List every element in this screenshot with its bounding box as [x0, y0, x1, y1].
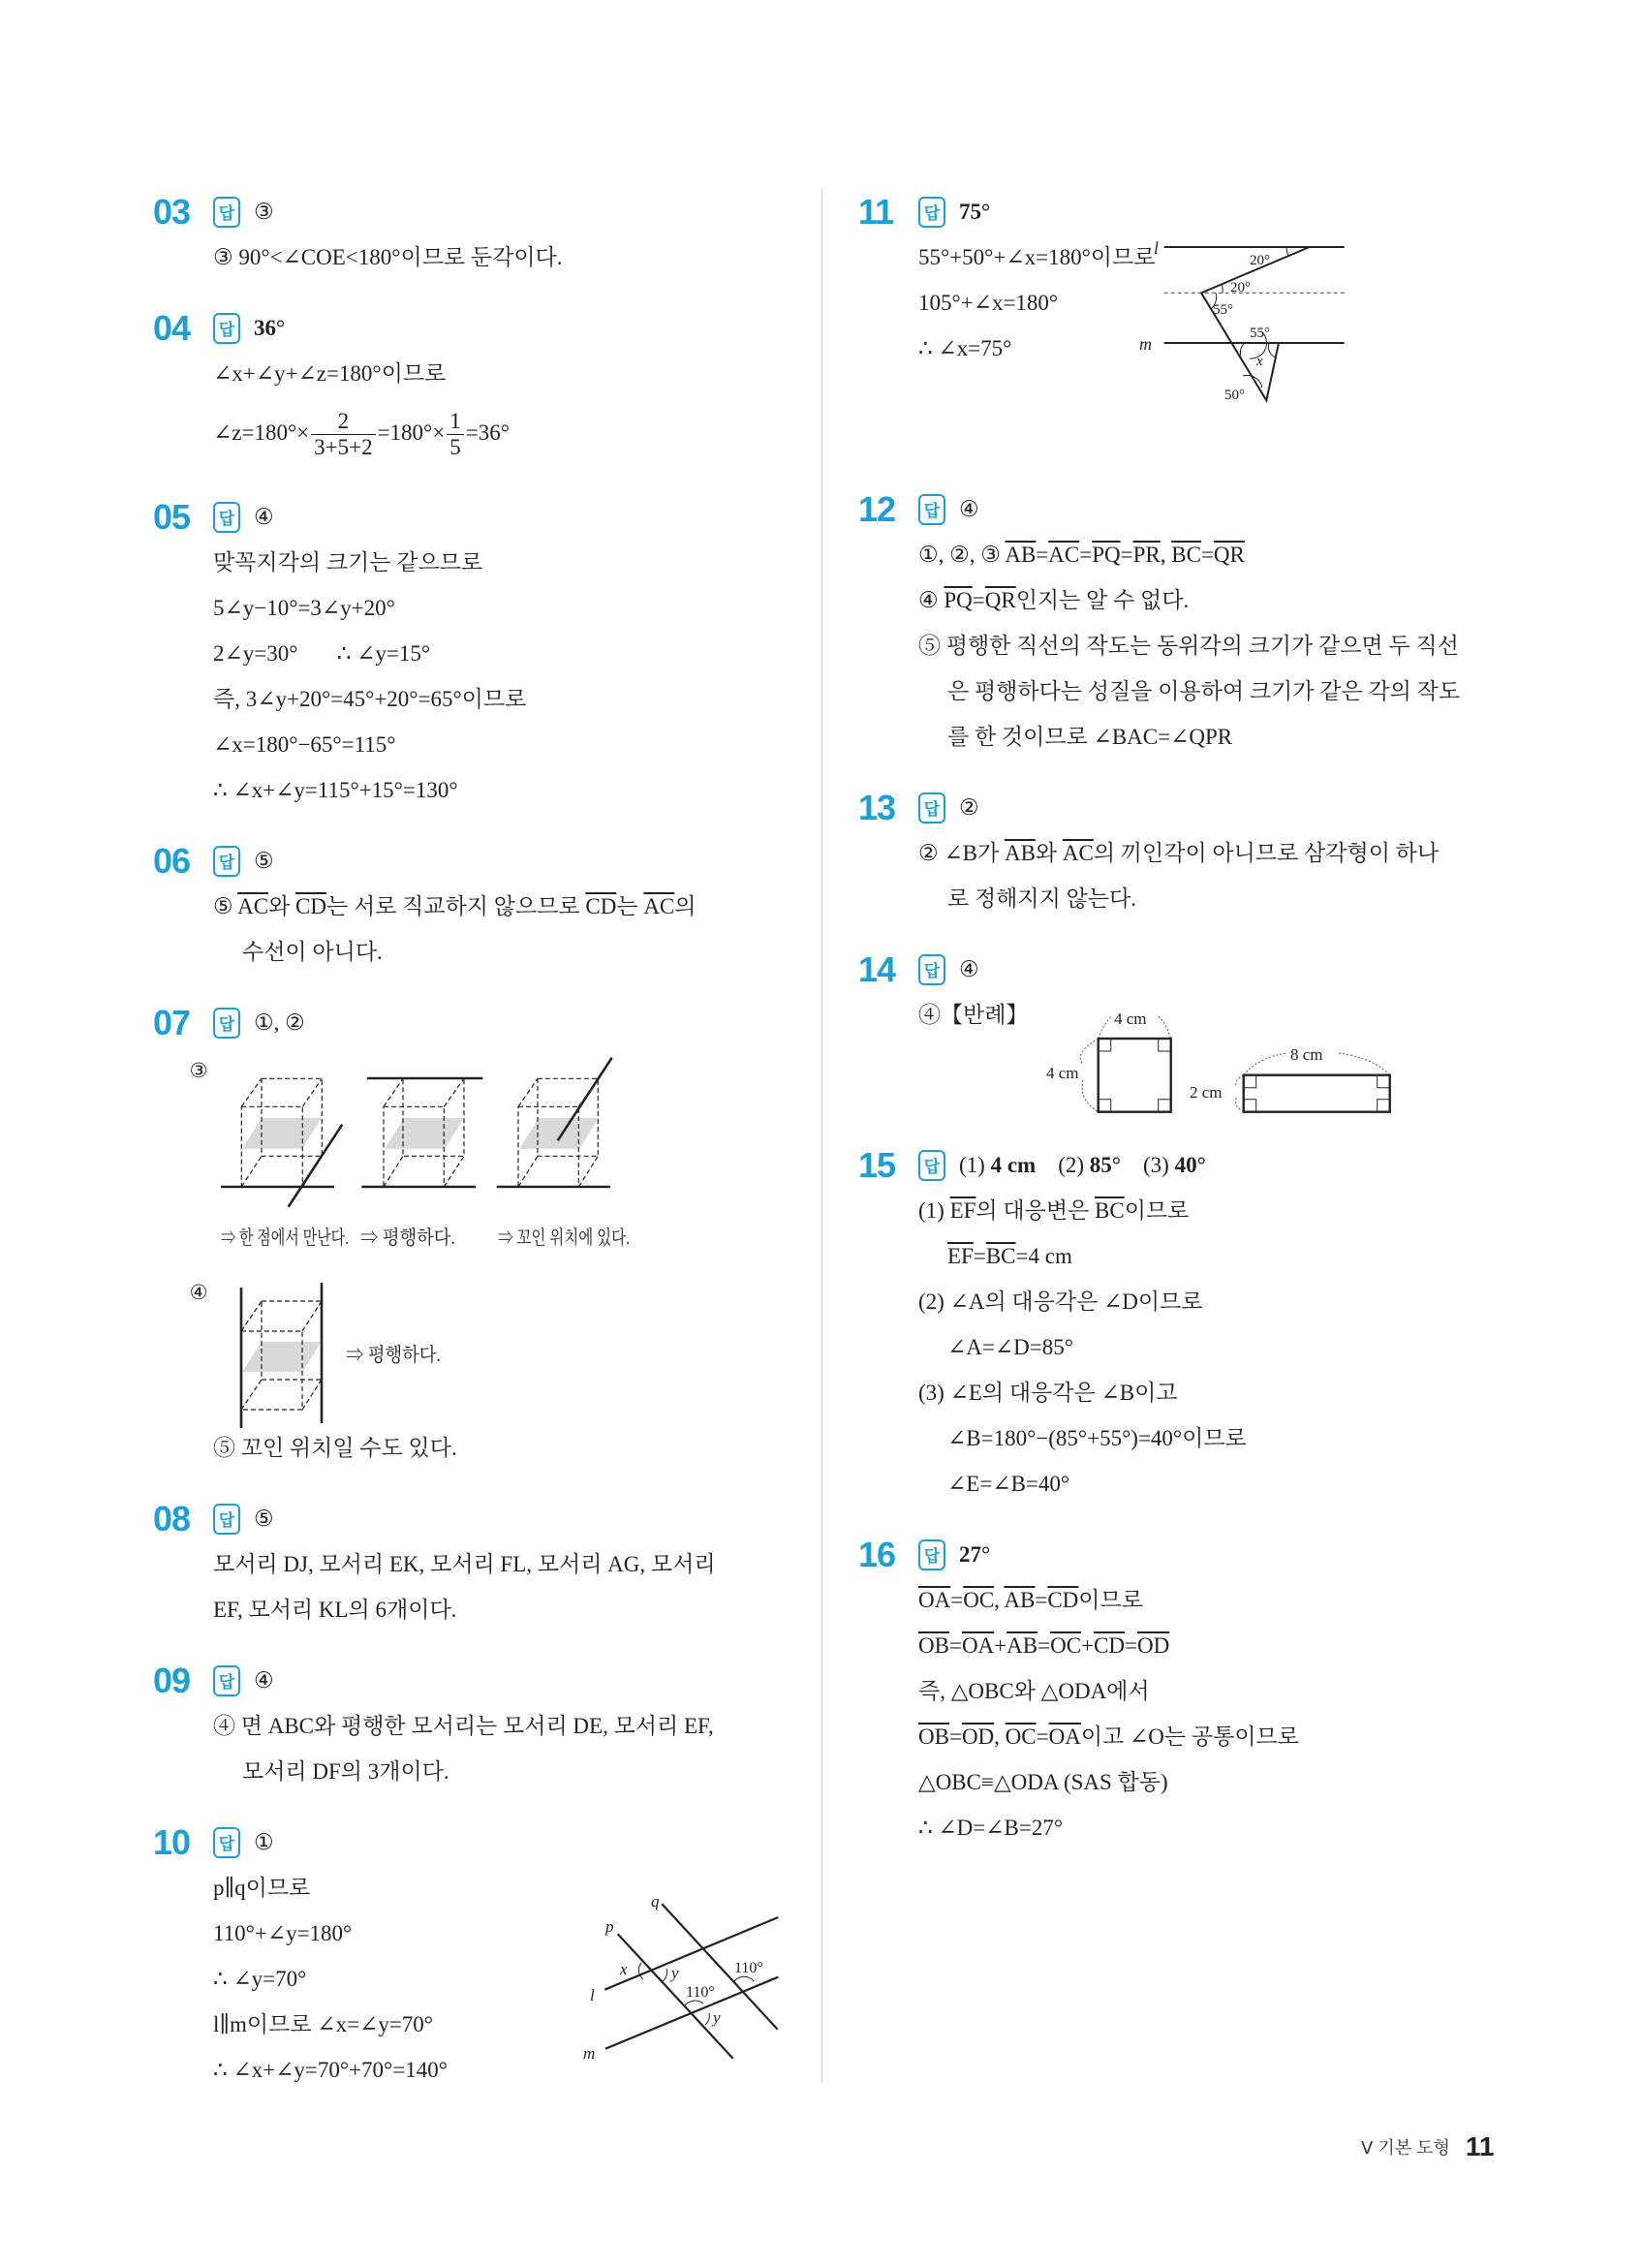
problem-number: 13: [858, 787, 896, 827]
text-segment: (2): [1036, 1152, 1090, 1177]
solution-line: [851, 830, 1519, 876]
text-segment: 와: [268, 894, 296, 918]
right-column: [851, 189, 1519, 1876]
solution-line: [851, 1188, 1519, 1233]
problem-03: [145, 189, 814, 280]
label-55-m: 55°: [1250, 326, 1270, 341]
segment-overline: $\overline{CD}$: [1094, 1633, 1125, 1658]
solution-line: [145, 1587, 814, 1632]
solution-line: [145, 540, 814, 585]
text-segment: 인지는 알 수 없다.: [1015, 588, 1190, 612]
text-segment: =180°×: [377, 420, 446, 445]
problem-header: [145, 1000, 814, 1045]
problem-number: 07: [153, 1002, 191, 1042]
text-segment: ∴ ∠x=75°: [918, 336, 1012, 360]
square-left-length: 4 cm: [1046, 1064, 1079, 1082]
column-divider: [821, 189, 822, 2083]
text-segment: (3) ∠E의 대응각은 ∠B이고: [918, 1381, 1178, 1405]
caption-1: ⇒ 한 점에서 만난다.: [221, 1227, 391, 1249]
problem-15: [851, 1142, 1519, 1507]
text-segment: ⑤: [254, 1506, 274, 1531]
rect-left-length: 2 cm: [1190, 1083, 1223, 1102]
problem-header: [851, 486, 1519, 532]
label-55-left: 55°: [1213, 302, 1233, 318]
problem-header: [145, 838, 814, 884]
text-segment: =: [948, 1633, 962, 1658]
label-110-b: 110°: [734, 1960, 763, 1976]
text-segment: 2∠y=30° ∴ ∠y=15°: [213, 641, 431, 666]
text-segment: ⑤: [254, 848, 274, 873]
answer-value: [959, 1542, 990, 1568]
text-segment: ①, ②: [254, 1010, 305, 1035]
answer-value: [254, 316, 285, 341]
problem-08: [145, 1496, 814, 1632]
segment-overline: $\overline{CD}$: [1047, 1588, 1079, 1612]
answer-badge: 답: [213, 313, 240, 344]
text-segment: =: [973, 1244, 986, 1268]
text-segment: ⑤ 꼬인 위치일 수도 있다.: [213, 1436, 457, 1460]
text-segment: =: [1200, 543, 1214, 567]
segment-overline: $\overline{BC}$: [1171, 543, 1201, 567]
text-segment: ③ 90°<∠COE<180°이므로 둔각이다.: [213, 245, 563, 269]
text-segment: 의 대응변은: [976, 1198, 1096, 1223]
text-segment: =: [1036, 1724, 1049, 1749]
solution-line: [851, 668, 1519, 714]
solution-line: [145, 631, 814, 676]
solution-line: [851, 1759, 1519, 1805]
solution-line: [851, 1279, 1519, 1324]
segment-overline: $\overline{PR}$: [1132, 543, 1161, 567]
solution-line: [145, 351, 814, 396]
segment-overline: $\overline{PQ}$: [1092, 543, 1121, 567]
answer-value: [254, 505, 274, 530]
solution-line: [851, 532, 1519, 577]
label-m: m: [1139, 334, 1152, 354]
text-segment: p∥q이므로: [213, 1876, 311, 1900]
text-segment: 는 서로 직교하지 않으므로: [325, 894, 586, 918]
text-segment: ④: [959, 956, 979, 981]
segment-overline: $\overline{OB}$: [918, 1724, 949, 1749]
problem-12: [851, 486, 1519, 760]
answer-badge: 답: [918, 494, 945, 525]
answer-badge: 답: [918, 792, 945, 823]
segment-overline: $\overline{BC}$: [985, 1244, 1016, 1268]
text-segment: 55°+50°+∠x=180°이므로: [918, 245, 1156, 269]
label-l: l: [590, 1986, 595, 2004]
text-segment: 로 정해지지 않는다.: [947, 886, 1136, 911]
problem-06: [145, 838, 814, 975]
numerator: 1: [449, 409, 461, 434]
solution-line: [145, 234, 814, 280]
problem-16: [851, 1532, 1519, 1850]
solution-line: [851, 1805, 1519, 1850]
segment-overline: $\overline{AC}$: [237, 894, 269, 918]
solution-line: [851, 623, 1519, 668]
square-top-length: 4 cm: [1114, 1010, 1147, 1028]
problem-number: 10: [153, 1821, 191, 1862]
text-segment: 105°+∠x=180°: [918, 291, 1059, 315]
cube-diagrams: [145, 1045, 804, 1433]
text-segment: +: [994, 1633, 1007, 1658]
answer-value: [254, 1010, 305, 1036]
segment-overline: $\overline{EF}$: [949, 1198, 976, 1223]
solution-line: [851, 1668, 1519, 1714]
solution-line: [145, 1703, 814, 1749]
label-m: m: [583, 2044, 596, 2063]
solution-line: [851, 1577, 1519, 1623]
text-segment: 와: [1035, 841, 1063, 865]
problem-10: [145, 1819, 814, 2093]
problem-number: 16: [858, 1534, 896, 1574]
text-segment: (3): [1120, 1152, 1175, 1177]
text-segment: ∠x=180°−65°=115°: [213, 732, 396, 757]
solution-line: [851, 1461, 1519, 1507]
segment-overline: $\overline{CD}$: [295, 894, 326, 918]
problem-header: [851, 1532, 1519, 1577]
text-segment: ④【반례】: [918, 1003, 1029, 1027]
solution-line: [145, 1749, 814, 1794]
solution-line: [145, 722, 814, 767]
segment-overline: $\overline{OA}$: [918, 1588, 951, 1612]
problem-number: 09: [153, 1660, 191, 1700]
bold-answer: 36°: [254, 315, 286, 340]
label-110-a: 110°: [686, 1984, 715, 2001]
text-segment: 이고 ∠O는 공통이므로: [1080, 1724, 1299, 1749]
solution-line: [145, 676, 814, 722]
text-segment: =: [1038, 1633, 1051, 1658]
denominator: 3+5+2: [311, 434, 375, 460]
segment-overline: $\overline{OC}$: [963, 1588, 995, 1612]
text-segment: 모서리 DF의 3개이다.: [242, 1759, 449, 1784]
bold-answer: 4 cm: [990, 1152, 1037, 1177]
problem-number: 14: [858, 948, 896, 989]
text-segment: △OBC≡△ODA (SAS 합동): [918, 1770, 1168, 1794]
text-segment: EF, 모서리 KL의 6개이다.: [213, 1598, 457, 1622]
answer-badge: 답: [213, 197, 240, 228]
answer-badge: 답: [213, 1008, 240, 1039]
segment-overline: $\overline{AC}$: [1062, 841, 1094, 865]
numerator: 2: [337, 409, 350, 434]
text-segment: 5∠y−10°=3∠y+20°: [213, 596, 395, 620]
segment-overline: $\overline{AB}$: [1005, 543, 1037, 567]
page-footer: [1361, 2131, 1494, 2162]
segment-overline: $\overline{AC}$: [643, 894, 675, 918]
problem-number: 04: [153, 307, 191, 348]
text-segment: ,: [994, 1724, 1006, 1749]
problem-number: 15: [858, 1144, 896, 1185]
solution-line: [851, 577, 1519, 623]
solution-line: [851, 1623, 1519, 1668]
text-segment: 를 한 것이므로 ∠BAC=∠QPR: [947, 725, 1233, 749]
problem-07: [145, 1000, 814, 1471]
parallel-lines-diagram: [562, 1849, 814, 2081]
answer-value: [254, 1830, 274, 1855]
label-l: l: [1154, 238, 1160, 258]
label-y1: y: [671, 1964, 679, 1982]
text-segment: ② ∠B가: [918, 841, 1005, 865]
segment-overline: $\overline{OC}$: [1005, 1724, 1037, 1749]
text-segment: ③: [254, 199, 274, 224]
text-segment: ∴ ∠D=∠B=27°: [918, 1816, 1064, 1840]
rectangles-diagram: [938, 956, 1403, 1131]
segment-overline: $\overline{BC}$: [1095, 1198, 1125, 1223]
problem-header: [145, 305, 814, 351]
text-segment: 이므로: [1124, 1198, 1190, 1223]
segment-overline: $\overline{EF}$: [947, 1244, 974, 1268]
problem-header: [145, 189, 814, 234]
problem-13: [851, 785, 1519, 921]
text-segment: ④: [254, 1667, 274, 1693]
answer-value: [959, 795, 979, 821]
text-segment: ,: [1160, 543, 1172, 567]
text-segment: (1): [918, 1198, 950, 1223]
text-segment: ④ 면 ABC와 평행한 모서리는 모서리 DE, 모서리 EF,: [213, 1714, 714, 1738]
text-segment: =36°: [465, 420, 510, 445]
segment-overline: $\overline{OB}$: [918, 1633, 949, 1658]
fraction: [311, 409, 375, 460]
problem-header: [145, 1496, 814, 1541]
answer-value: [254, 1507, 274, 1532]
answer-badge: 답: [918, 197, 945, 228]
segment-overline: $\overline{OA}$: [1048, 1724, 1081, 1749]
answer-value: [254, 1668, 274, 1693]
answer-value: [254, 849, 274, 874]
answer-badge: 답: [213, 1504, 240, 1535]
text-segment: (2) ∠A의 대응각은 ∠D이므로: [918, 1289, 1203, 1314]
segment-overline: $\overline{QR}$: [1213, 543, 1245, 567]
label-50: 50°: [1224, 388, 1245, 403]
text-segment: ⑤ 평행한 직선의 작도는 동위각의 크기가 같으면 두 직선: [918, 634, 1459, 658]
solution-line: [851, 1415, 1519, 1461]
segment-overline: $\overline{QR}$: [984, 588, 1016, 612]
problem-header: [851, 1142, 1519, 1188]
text-segment: ①: [254, 1829, 274, 1854]
solution-line: [851, 1233, 1519, 1279]
text-segment: +: [1081, 1633, 1095, 1658]
left-column: [145, 189, 814, 2118]
solution-line: [851, 876, 1519, 921]
segment-overline: $\overline{AC}$: [1048, 543, 1080, 567]
page-number: 11: [1465, 2131, 1495, 2161]
bold-answer: 75°: [959, 199, 991, 224]
angle-diagram: [862, 174, 1540, 446]
problem-09: [145, 1658, 814, 1794]
answer-badge: 답: [213, 502, 240, 533]
text-segment: =: [1120, 543, 1133, 567]
answer-badge: 답: [918, 1539, 945, 1570]
text-segment: ∠A=∠D=85°: [947, 1335, 1073, 1359]
problem-number: 12: [858, 488, 896, 529]
problem-header: [145, 494, 814, 540]
solution-line: [851, 1714, 1519, 1759]
text-segment: ∴ ∠y=70°: [213, 1967, 307, 1991]
answer-badge: 답: [213, 1665, 240, 1696]
segment-overline: $\overline{OD}$: [1136, 1633, 1170, 1658]
solution-line: [145, 585, 814, 631]
item-4-label: ④: [189, 1281, 208, 1304]
label-20-mid: 20°: [1230, 280, 1251, 295]
text-segment: 수선이 아니다.: [242, 940, 383, 964]
problem-11: [851, 189, 1519, 461]
segment-overline: $\overline{AB}$: [1007, 1633, 1038, 1658]
text-segment: l∥m이므로 ∠x=∠y=70°: [213, 2012, 433, 2036]
text-segment: (1): [959, 1152, 991, 1177]
caption-4: ⇒ 평행하다.: [346, 1345, 450, 1366]
denominator: 5: [447, 434, 464, 460]
text-segment: ∴ ∠x+∠y=115°+15°=130°: [213, 778, 458, 802]
text-segment: 맞꼭지각의 크기는 같으므로: [213, 550, 483, 575]
text-segment: ∠z=180°×: [213, 420, 310, 445]
solution-line: [145, 884, 814, 929]
square: [1099, 1039, 1171, 1112]
problem-number: 11: [858, 191, 894, 232]
problem-number: 05: [153, 496, 191, 537]
text-segment: 은 평행하다는 성질을 이용하여 크기가 같은 각의 작도: [947, 679, 1461, 703]
label-20-top: 20°: [1250, 253, 1270, 268]
solution-line: [851, 1370, 1519, 1415]
solution-line: [851, 1324, 1519, 1370]
segment-overline: $\overline{PQ}$: [944, 588, 973, 612]
rect-top-length: 8 cm: [1290, 1045, 1323, 1064]
answer-badge: 답: [213, 846, 240, 877]
text-segment: =: [950, 1588, 964, 1612]
text-segment: 110°+∠y=180°: [213, 1921, 353, 1945]
text-segment: 는: [616, 894, 644, 918]
text-segment: 즉, △OBC와 △ODA에서: [918, 1679, 1150, 1703]
text-segment: ④: [254, 504, 274, 529]
text-segment: 즉, 3∠y+20°=45°+20°=65°이므로: [213, 687, 527, 711]
chapter-title: Ⅴ 기본 도형: [1361, 2138, 1450, 2158]
label-x: x: [1256, 354, 1263, 369]
label-p: p: [605, 1917, 614, 1936]
text-segment: =: [1035, 1588, 1048, 1612]
problem-number: 08: [153, 1498, 191, 1538]
answer-badge: 답: [918, 1150, 945, 1181]
text-segment: 의 끼인각이 아니므로 삼각형이 하나: [1093, 841, 1440, 865]
text-segment: 모서리 DJ, 모서리 EK, 모서리 FL, 모서리 AG, 모서리: [213, 1552, 716, 1576]
solution-line: [145, 929, 814, 975]
text-segment: =: [972, 588, 985, 612]
segment-overline: $\overline{AB}$: [1004, 1588, 1036, 1612]
bold-answer: 27°: [959, 1541, 991, 1567]
problem-05: [145, 494, 814, 813]
segment-overline: $\overline{AB}$: [1004, 841, 1036, 865]
solution-line: [145, 767, 814, 813]
fraction: [447, 409, 464, 460]
text-segment: ∠x+∠y+∠z=180°이므로: [213, 361, 447, 386]
text-segment: ④: [959, 496, 979, 521]
item-3-label: ③: [189, 1059, 208, 1082]
bold-answer: 85°: [1089, 1152, 1121, 1177]
text-segment: ∴ ∠x+∠y=70°+70°=140°: [213, 2058, 448, 2082]
label-y2: y: [713, 2008, 721, 2027]
figure-07-cubes: [145, 1045, 814, 1425]
text-segment: ∠E=∠B=40°: [947, 1472, 1070, 1496]
problem-14: [851, 947, 1519, 1117]
text-segment: 의: [674, 894, 697, 918]
problem-header: [145, 1658, 814, 1703]
solution-line: [851, 714, 1519, 760]
label-x: x: [620, 1960, 628, 1978]
caption-3: ⇒ 꼬인 위치에 있다.: [498, 1227, 668, 1249]
text-segment: 이므로: [1078, 1588, 1143, 1612]
text-segment: =: [1079, 543, 1093, 567]
rectangle: [1244, 1075, 1390, 1112]
answer-value: [959, 1153, 1206, 1178]
segment-overline: $\overline{OD}$: [961, 1724, 995, 1749]
segment-overline: $\overline{OA}$: [961, 1633, 995, 1658]
plane: [242, 1118, 322, 1149]
text-segment: ,: [994, 1588, 1005, 1612]
label-q: q: [651, 1892, 660, 1911]
text-segment: =: [1124, 1633, 1137, 1658]
text-segment: ②: [959, 794, 979, 820]
text-segment: ④: [918, 588, 945, 612]
problem-04: [145, 305, 814, 469]
solution-line: [145, 396, 814, 469]
text-segment: =4 cm: [1015, 1244, 1072, 1268]
solution-line: [145, 1541, 814, 1587]
answer-badge: 답: [213, 1827, 240, 1858]
answer-value: [959, 497, 979, 522]
problem-number: 03: [153, 191, 191, 232]
text-segment: =: [948, 1724, 962, 1749]
problem-header: [851, 785, 1519, 830]
segment-overline: $\overline{CD}$: [585, 894, 617, 918]
caption-2: ⇒ 평행하다.: [360, 1227, 465, 1249]
text-segment: ∠B=180°−(85°+55°)=40°이므로: [947, 1426, 1247, 1450]
segment-overline: $\overline{OC}$: [1050, 1633, 1082, 1658]
text-segment: ⑤: [213, 894, 238, 918]
answer-badge: 답: [918, 954, 945, 985]
answer-value: [254, 200, 274, 225]
text-segment: ①, ②, ③: [918, 543, 1006, 567]
text-segment: =: [1036, 543, 1049, 567]
problem-number: 06: [153, 840, 191, 881]
bold-answer: 40°: [1174, 1152, 1206, 1177]
